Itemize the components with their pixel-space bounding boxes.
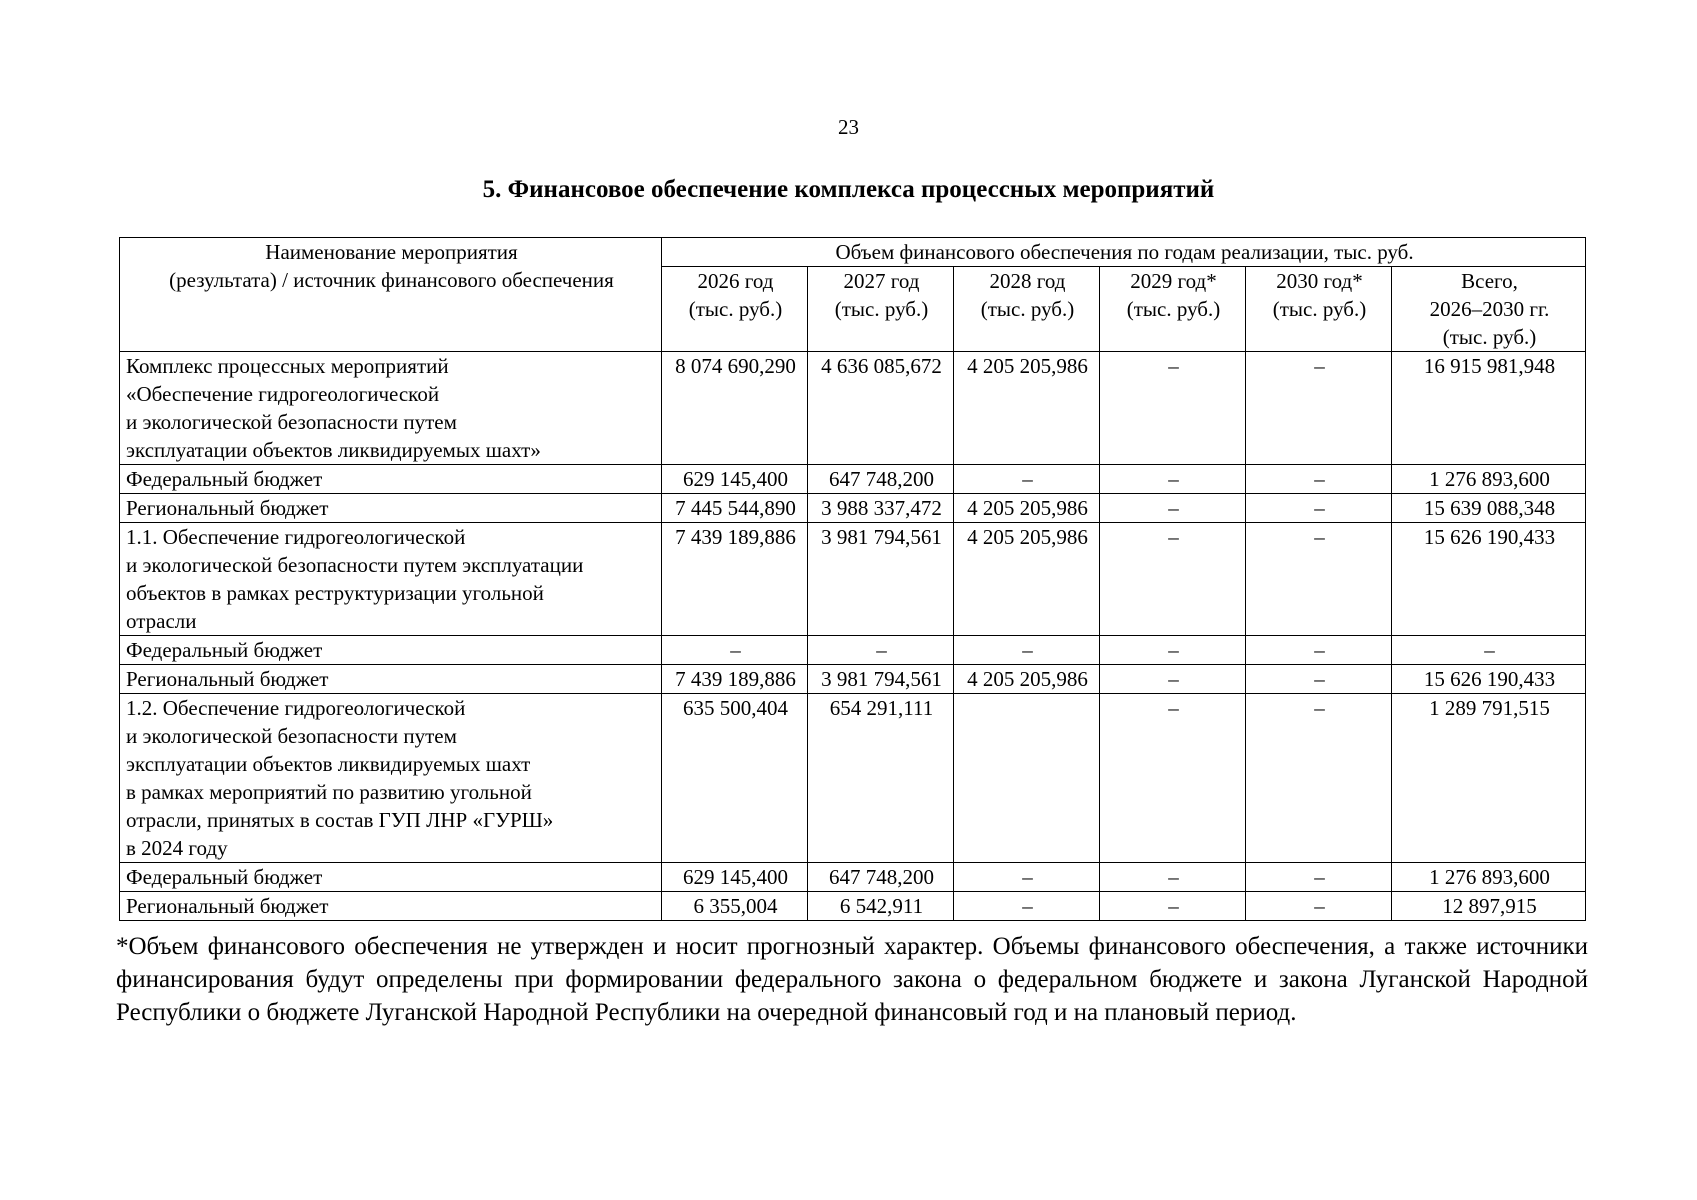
financing-table xyxy=(119,237,1586,921)
row-value-cell: – xyxy=(1246,523,1392,636)
row-total-cell: 1 276 893,600 xyxy=(1392,465,1586,494)
row-name-line: отрасли, принятых в состав ГУП ЛНР «ГУРШ» xyxy=(126,808,554,832)
row-name-line: Федеральный бюджет xyxy=(126,467,323,491)
row-value-cell: 7 439 189,886 xyxy=(662,665,808,694)
row-value-cell: – xyxy=(1246,494,1392,523)
table-row xyxy=(120,636,1586,665)
year-column-header xyxy=(662,267,808,352)
year-header-line: 2030 год* xyxy=(1276,269,1363,293)
year-header-line: (тыс. руб.) xyxy=(688,297,783,321)
total-header-line: (тыс. руб.) xyxy=(1442,325,1537,349)
row-name-line: Региональный бюджет xyxy=(126,496,329,520)
row-value-cell: 647 748,200 xyxy=(808,863,954,892)
row-name-line: отрасли xyxy=(126,609,197,633)
row-value-cell: – xyxy=(1246,465,1392,494)
row-value-cell: – xyxy=(1100,465,1246,494)
row-name-cell xyxy=(120,863,662,892)
row-value-cell: – xyxy=(808,636,954,665)
row-value-cell: 8 074 690,290 xyxy=(662,352,808,465)
row-value-cell: – xyxy=(1246,636,1392,665)
table-row xyxy=(120,465,1586,494)
year-column-header xyxy=(1246,267,1392,352)
year-header-line: 2027 год xyxy=(843,269,920,293)
row-value-cell: 3 981 794,561 xyxy=(808,523,954,636)
row-total-cell: 16 915 981,948 xyxy=(1392,352,1586,465)
year-header-line: (тыс. руб.) xyxy=(834,297,929,321)
row-value-cell: – xyxy=(662,636,808,665)
name-column-header xyxy=(120,238,662,352)
row-name-line: в рамках мероприятий по развитию угольной xyxy=(126,780,532,804)
row-value-cell: – xyxy=(1100,694,1246,863)
row-value-cell: – xyxy=(1100,863,1246,892)
row-value-cell: 7 439 189,886 xyxy=(662,523,808,636)
row-total-cell: – xyxy=(1392,636,1586,665)
row-name-line: 1.1. Обеспечение гидрогеологической xyxy=(126,525,466,549)
year-column-header xyxy=(808,267,954,352)
row-name-cell xyxy=(120,494,662,523)
table-row xyxy=(120,694,1586,863)
row-name-cell xyxy=(120,665,662,694)
row-name-line: объектов в рамках реструктуризации угольной xyxy=(126,581,544,605)
row-value-cell: – xyxy=(1100,892,1246,921)
row-total-cell: 1 289 791,515 xyxy=(1392,694,1586,863)
year-header-line: 2026 год xyxy=(697,269,774,293)
row-value-cell: 629 145,400 xyxy=(662,465,808,494)
row-name-cell xyxy=(120,892,662,921)
total-column-header xyxy=(1392,267,1586,352)
table-row xyxy=(120,494,1586,523)
row-value-cell: – xyxy=(1246,352,1392,465)
year-header-line: (тыс. руб.) xyxy=(1272,297,1367,321)
row-name-cell xyxy=(120,352,662,465)
row-value-cell: – xyxy=(1246,863,1392,892)
year-header-line: 2028 год xyxy=(989,269,1066,293)
row-name-line: и экологической безопасности путем эксплуатации xyxy=(126,553,584,577)
year-column-header xyxy=(954,267,1100,352)
row-value-cell: 629 145,400 xyxy=(662,863,808,892)
row-value-cell: – xyxy=(1246,665,1392,694)
name-header-line: (результата) / источник финансового обеспечения xyxy=(169,268,614,292)
row-name-line: эксплуатации объектов ликвидируемых шахт» xyxy=(126,438,541,462)
row-name-line: Региональный бюджет xyxy=(126,894,329,918)
row-name-cell xyxy=(120,523,662,636)
row-value-cell: 4 205 205,986 xyxy=(954,494,1100,523)
year-header-line: (тыс. руб.) xyxy=(1126,297,1221,321)
row-value-cell: – xyxy=(954,636,1100,665)
row-value-cell: – xyxy=(954,863,1100,892)
row-value-cell: 654 291,111 xyxy=(808,694,954,863)
row-total-cell: 15 626 190,433 xyxy=(1392,665,1586,694)
row-value-cell: 4 636 085,672 xyxy=(808,352,954,465)
row-total-cell: 1 276 893,600 xyxy=(1392,863,1586,892)
table-row xyxy=(120,523,1586,636)
row-total-cell: 15 639 088,348 xyxy=(1392,494,1586,523)
row-name-line: Федеральный бюджет xyxy=(126,865,323,889)
row-value-cell: – xyxy=(1100,665,1246,694)
table-row xyxy=(120,352,1586,465)
row-name-cell xyxy=(120,636,662,665)
year-header-line: 2029 год* xyxy=(1130,269,1217,293)
table-header-row xyxy=(120,238,1586,267)
table-body xyxy=(120,352,1586,921)
row-value-cell: 3 981 794,561 xyxy=(808,665,954,694)
row-name-line: в 2024 году xyxy=(126,836,228,860)
row-name-cell xyxy=(120,694,662,863)
table-row xyxy=(120,892,1586,921)
row-value-cell: – xyxy=(1100,352,1246,465)
row-name-line: Комплекс процессных мероприятий xyxy=(126,354,449,378)
row-name-line: и экологической безопасности путем xyxy=(126,724,457,748)
row-value-cell: – xyxy=(954,892,1100,921)
row-value-cell: 7 445 544,890 xyxy=(662,494,808,523)
table-row xyxy=(120,665,1586,694)
table-row xyxy=(120,863,1586,892)
row-name-line: эксплуатации объектов ликвидируемых шахт xyxy=(126,752,531,776)
row-value-cell: 647 748,200 xyxy=(808,465,954,494)
row-name-line: и экологической безопасности путем xyxy=(126,410,457,434)
row-value-cell: 3 988 337,472 xyxy=(808,494,954,523)
row-value-cell: – xyxy=(954,465,1100,494)
row-total-cell: 15 626 190,433 xyxy=(1392,523,1586,636)
row-value-cell: – xyxy=(1246,892,1392,921)
row-name-line: Региональный бюджет xyxy=(126,667,329,691)
volume-column-header: Объем финансового обеспечения по годам реализации, тыс. руб. xyxy=(662,238,1586,267)
name-header-line: Наименование мероприятия xyxy=(265,240,518,264)
row-name-line: «Обеспечение гидрогеологической xyxy=(126,382,440,406)
row-value-cell: 635 500,404 xyxy=(662,694,808,863)
row-name-cell xyxy=(120,465,662,494)
year-header-line: (тыс. руб.) xyxy=(980,297,1075,321)
row-value-cell: – xyxy=(1100,636,1246,665)
row-value-cell: 4 205 205,986 xyxy=(954,352,1100,465)
row-name-line: Федеральный бюджет xyxy=(126,638,323,662)
year-column-header xyxy=(1100,267,1246,352)
row-value-cell: 6 355,004 xyxy=(662,892,808,921)
row-value-cell: 4 205 205,986 xyxy=(954,665,1100,694)
page-number: 23 xyxy=(838,115,859,139)
section-title: 5. Финансовое обеспечение комплекса процессных мероприятий xyxy=(482,176,1215,203)
row-value-cell: 4 205 205,986 xyxy=(954,523,1100,636)
total-header-line: Всего, xyxy=(1461,269,1518,293)
total-header-line: 2026–2030 гг. xyxy=(1429,297,1550,321)
footnote: *Объем финансового обеспечения не утвержден и носит прогнозный характер. Объемы финансового обеспечения, а также источники финансирования будут определены при формировании федерального закона о федеральном бюджете и закона Луганской Народной Республики о бюджете Луганской Народной Республики на очередной финансовый год и на плановый период. xyxy=(116,933,1588,1026)
row-name-line: 1.2. Обеспечение гидрогеологической xyxy=(126,696,466,720)
row-value-cell xyxy=(954,694,1100,863)
row-total-cell: 12 897,915 xyxy=(1392,892,1586,921)
row-value-cell: – xyxy=(1246,694,1392,863)
row-value-cell: – xyxy=(1100,523,1246,636)
row-value-cell: 6 542,911 xyxy=(808,892,954,921)
row-value-cell: – xyxy=(1100,494,1246,523)
